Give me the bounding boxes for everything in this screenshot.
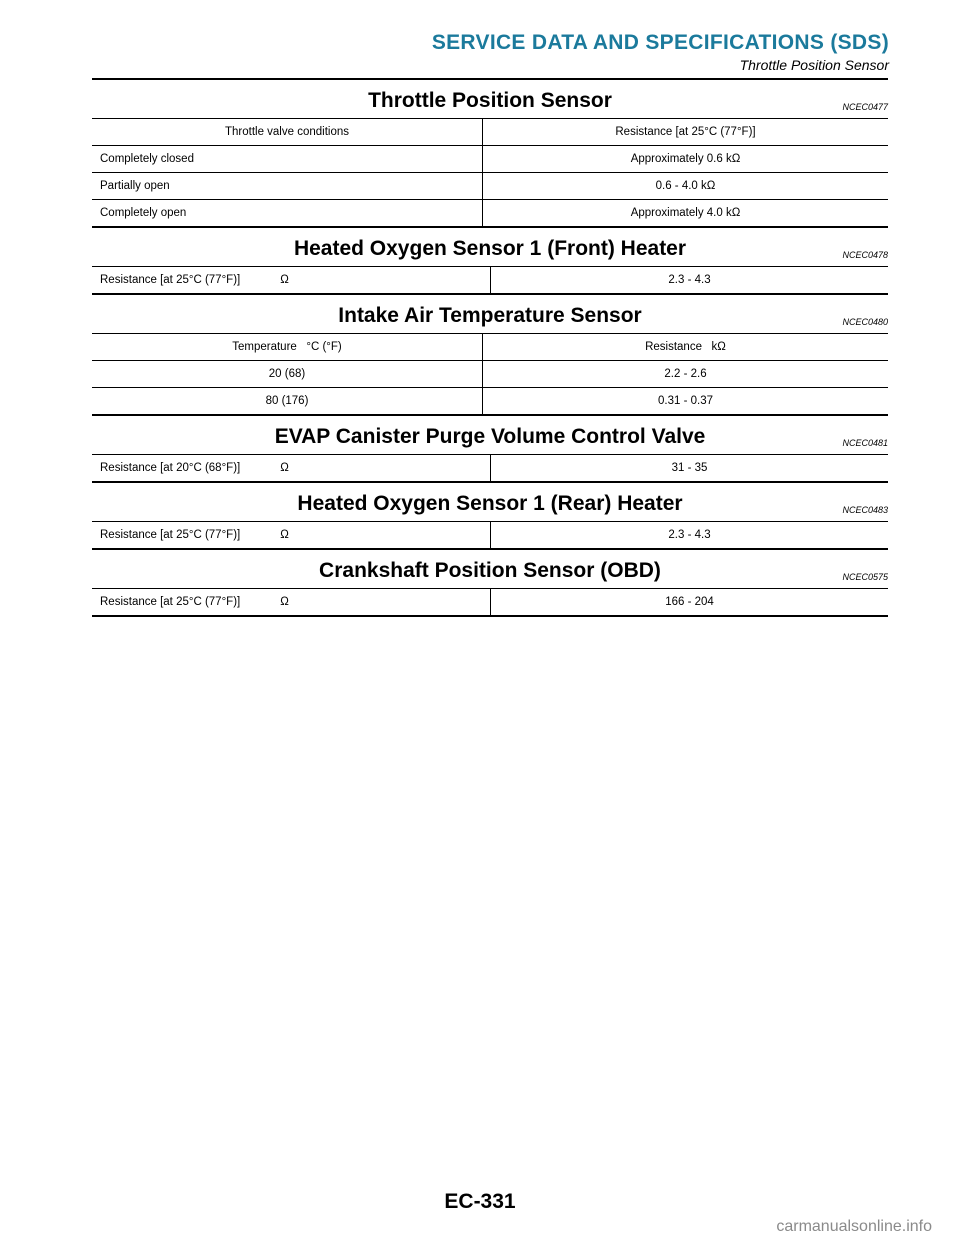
table-cell: 0.6 - 4.0 kΩ [483, 173, 889, 200]
table-cell: 20 (68) [92, 361, 483, 388]
table-header-row [92, 334, 888, 361]
page-number: EC-331 [444, 1190, 516, 1213]
table-cell [92, 455, 491, 483]
column-header: Throttle valve conditions [92, 119, 483, 146]
table-row [92, 361, 888, 388]
column-header: Temperature °C (°F) [92, 334, 483, 361]
table-cell: 2.2 - 2.6 [483, 361, 889, 388]
unit-label: Ω [280, 596, 289, 608]
page-header [432, 30, 889, 73]
section-code: NCEC0478 [842, 250, 888, 260]
table-row [92, 173, 888, 200]
table-row [92, 522, 888, 550]
section-title: Crankshaft Position Sensor (OBD) [319, 559, 661, 582]
cell-label: Resistance [at 25°C (77°F)] [100, 596, 241, 608]
section-title: Heated Oxygen Sensor 1 (Front) Heater [293, 237, 687, 260]
cell-label: Resistance [at 25°C (77°F)] [100, 529, 241, 541]
section-code: NCEC0483 [842, 505, 888, 515]
table-cell: 2.3 - 4.3 [668, 529, 711, 541]
section-heading [92, 483, 888, 521]
table-cell [92, 522, 491, 550]
section-heading [92, 228, 888, 266]
table-cell: 0.31 - 0.37 [658, 395, 713, 407]
table-header-row [92, 119, 888, 146]
unit-label: Ω [280, 274, 289, 286]
column-header: Resistance [at 25°C (77°F)] [483, 119, 889, 146]
spec-table [92, 333, 888, 416]
cell-label: Resistance [at 20°C (68°F)] [100, 462, 241, 474]
table-row [92, 267, 888, 295]
section-heading [92, 550, 888, 588]
table-cell: Approximately 0.6 kΩ [483, 146, 889, 173]
watermark: carmanualsonline.info [776, 1218, 932, 1235]
table-row [92, 146, 888, 173]
section-heading [92, 416, 888, 454]
section-title: Intake Air Temperature Sensor [338, 304, 642, 327]
table-cell: 166 - 204 [665, 596, 714, 608]
unit-label: Ω [280, 462, 289, 474]
table-cell [92, 267, 491, 295]
unit-label: Ω [280, 529, 289, 541]
section-code: NCEC0477 [842, 102, 888, 112]
table-cell: Partially open [92, 173, 483, 200]
spec-content [92, 80, 888, 617]
section-title: Throttle Position Sensor [368, 89, 612, 112]
table-cell: 80 (176) [92, 388, 483, 416]
header-subtitle: Throttle Position Sensor [739, 57, 889, 73]
table-row [92, 200, 888, 228]
cell-label: Resistance [at 25°C (77°F)] [100, 274, 241, 286]
section-title: Heated Oxygen Sensor 1 (Rear) Heater [297, 492, 683, 515]
section-code: NCEC0480 [842, 317, 888, 327]
table-row [92, 455, 888, 483]
spec-table [92, 118, 888, 228]
table-cell: Approximately 4.0 kΩ [630, 207, 741, 219]
section-heading [92, 80, 888, 118]
table-cell: Completely closed [92, 146, 483, 173]
table-row [92, 388, 888, 416]
spec-table [92, 266, 888, 295]
table-cell: 31 - 35 [671, 462, 708, 474]
section-title: EVAP Canister Purge Volume Control Valve [274, 425, 706, 448]
column-header: Resistance kΩ [483, 334, 889, 361]
header-title: SERVICE DATA AND SPECIFICATIONS (SDS) [431, 31, 889, 54]
table-cell: 2.3 - 4.3 [668, 274, 711, 286]
section-code: NCEC0575 [842, 572, 888, 582]
spec-table [92, 588, 888, 617]
table-cell: Completely open [92, 200, 483, 228]
spec-table [92, 521, 888, 550]
spec-table [92, 454, 888, 483]
section-heading [92, 295, 888, 333]
table-cell [92, 589, 491, 617]
section-code: NCEC0481 [842, 438, 888, 448]
table-row [92, 589, 888, 617]
